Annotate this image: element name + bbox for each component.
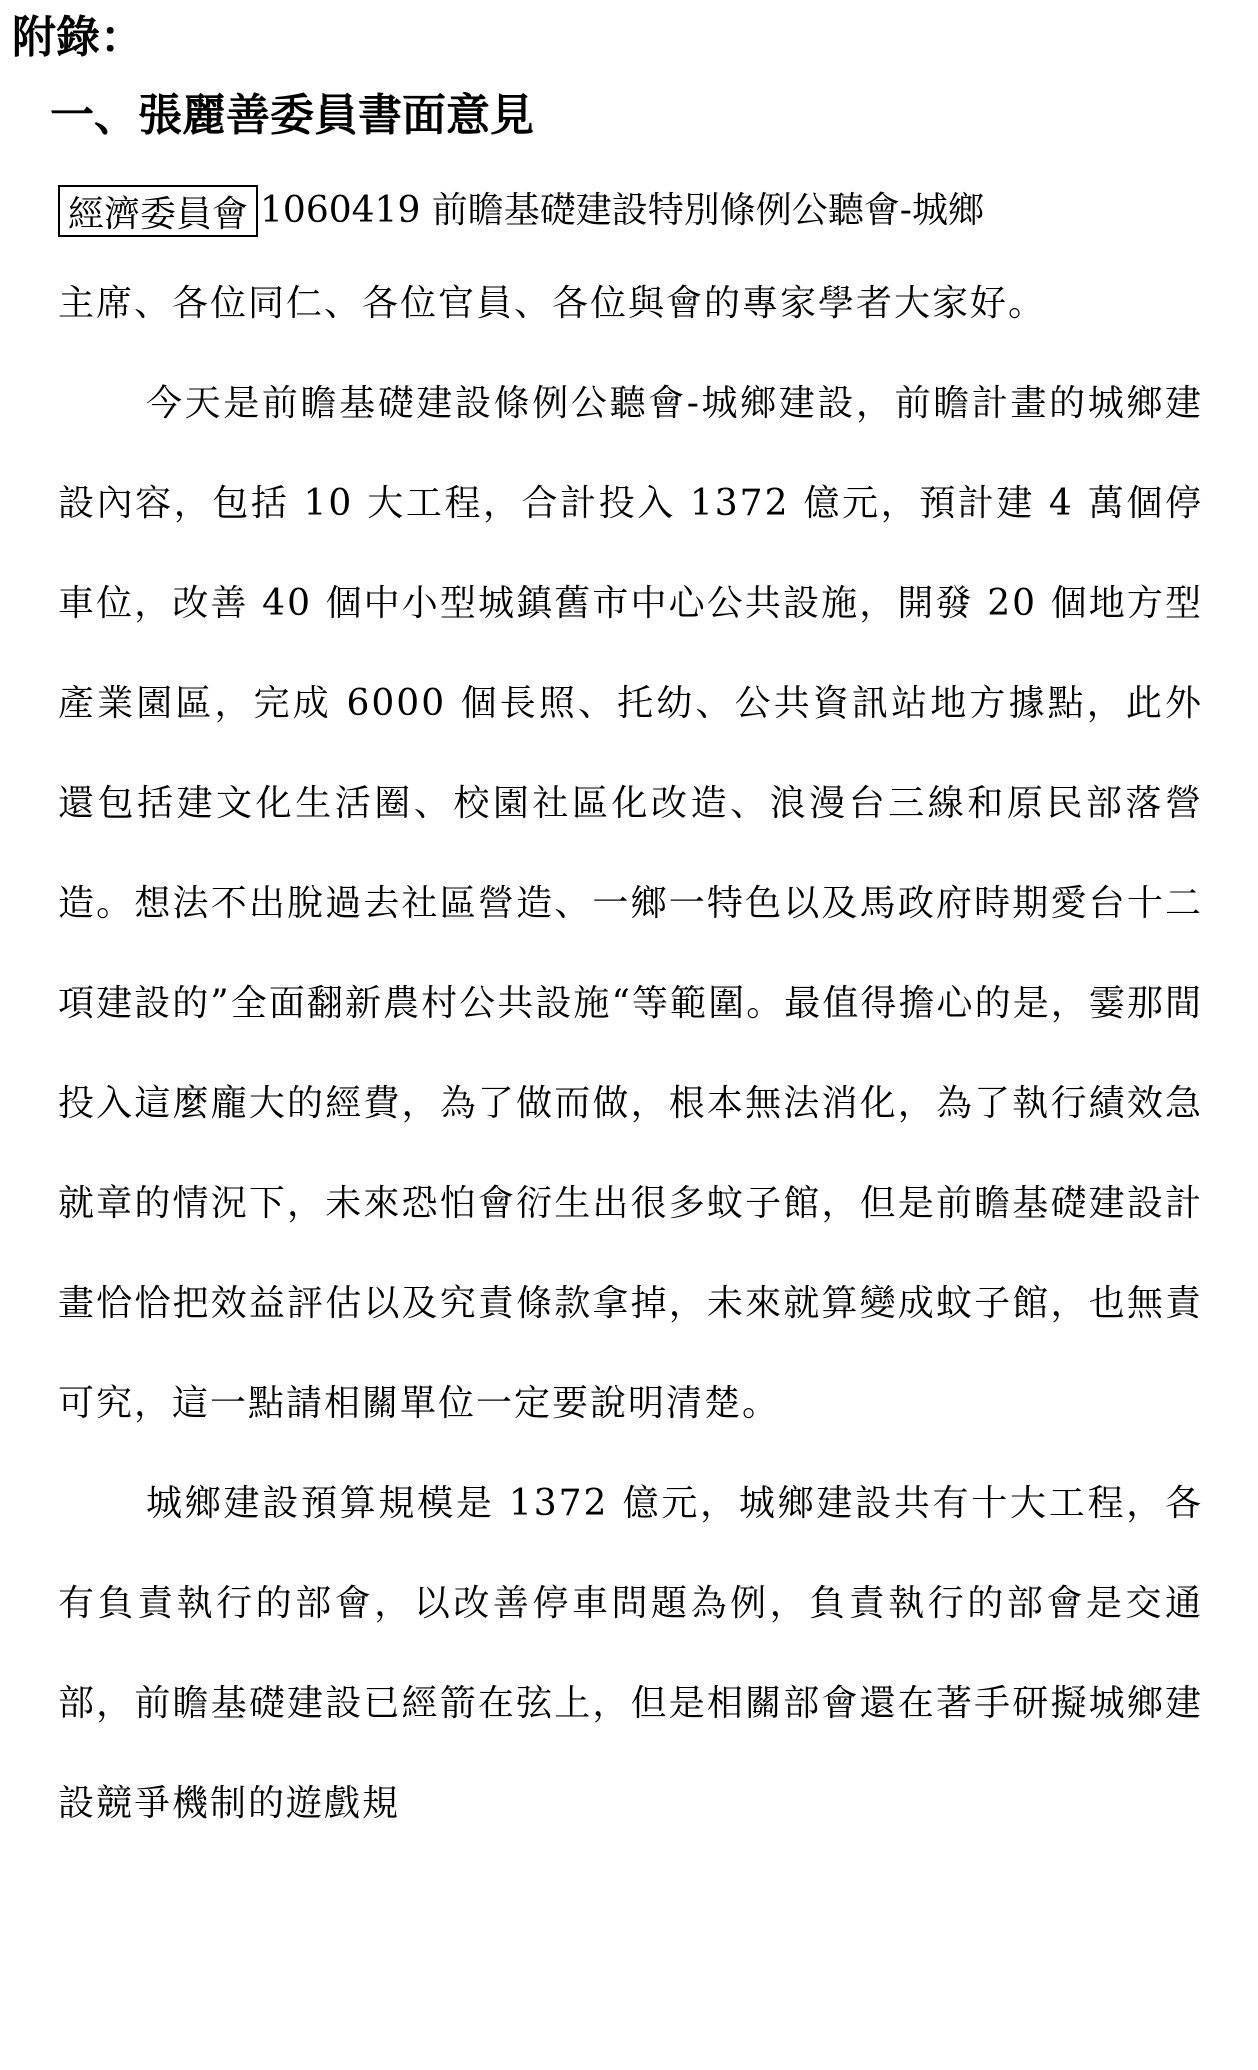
body-text [58, 254, 1203, 1854]
body-paragraph: 城鄉建設預算規模是 1372 億元，城鄉建設共有十大工程，各有負責執行的部會，以改善停車問題為例，負責執行的部會是交通部，前瞻基礎建設已經箭在弦上，但是相關部會還在著手研擬城鄉建設競爭機制的遊戲規 [58, 1483, 1203, 1824]
meeting-title: 1060419 前瞻基礎建設特別條例公聽會-城鄉 [260, 190, 984, 231]
body-paragraph: 今天是前瞻基礎建設條例公聽會-城鄉建設，前瞻計畫的城鄉建設內容，包括 10 大工程，合計投入 1372 億元，預計建 4 萬個停車位，改善 40 個中小型城鎮舊市中心公共設施，開發 20 個地方型產業園區，完成 6000 個長照、托幼、公共資訊站地方據點，此外還包括建文化生活圈、校園社區化改造、浪漫台三線和原民部落營造。想法不出脫過去社區營造、一鄉一特色以及馬政府時期愛台十二項建設的”全面翻新農村公共設施“等範圍。最值得擔心的是，霎那間投入這麼龐大的經費，為了做而做，根本無法消化，為了執行績效急就章的情況下，未來恐怕會衍生出很多蚊子館，但是前瞻基礎建設計畫恰恰把效益評估以及究責條款拿掉，未來就算變成蚊子館，也無責可究，這一點請相關單位一定要說明清楚。 [58, 383, 1203, 1424]
appendix-heading: 附錄： [12, 12, 144, 63]
committee-label-box: 經濟委員會 [58, 185, 258, 237]
greeting-paragraph: 主席、各位同仁、各位官員、各位與會的專家學者大家好。 [58, 283, 1047, 324]
section-heading: 一、張麗善委員書面意見 [50, 90, 534, 141]
meeting-line [58, 182, 984, 240]
